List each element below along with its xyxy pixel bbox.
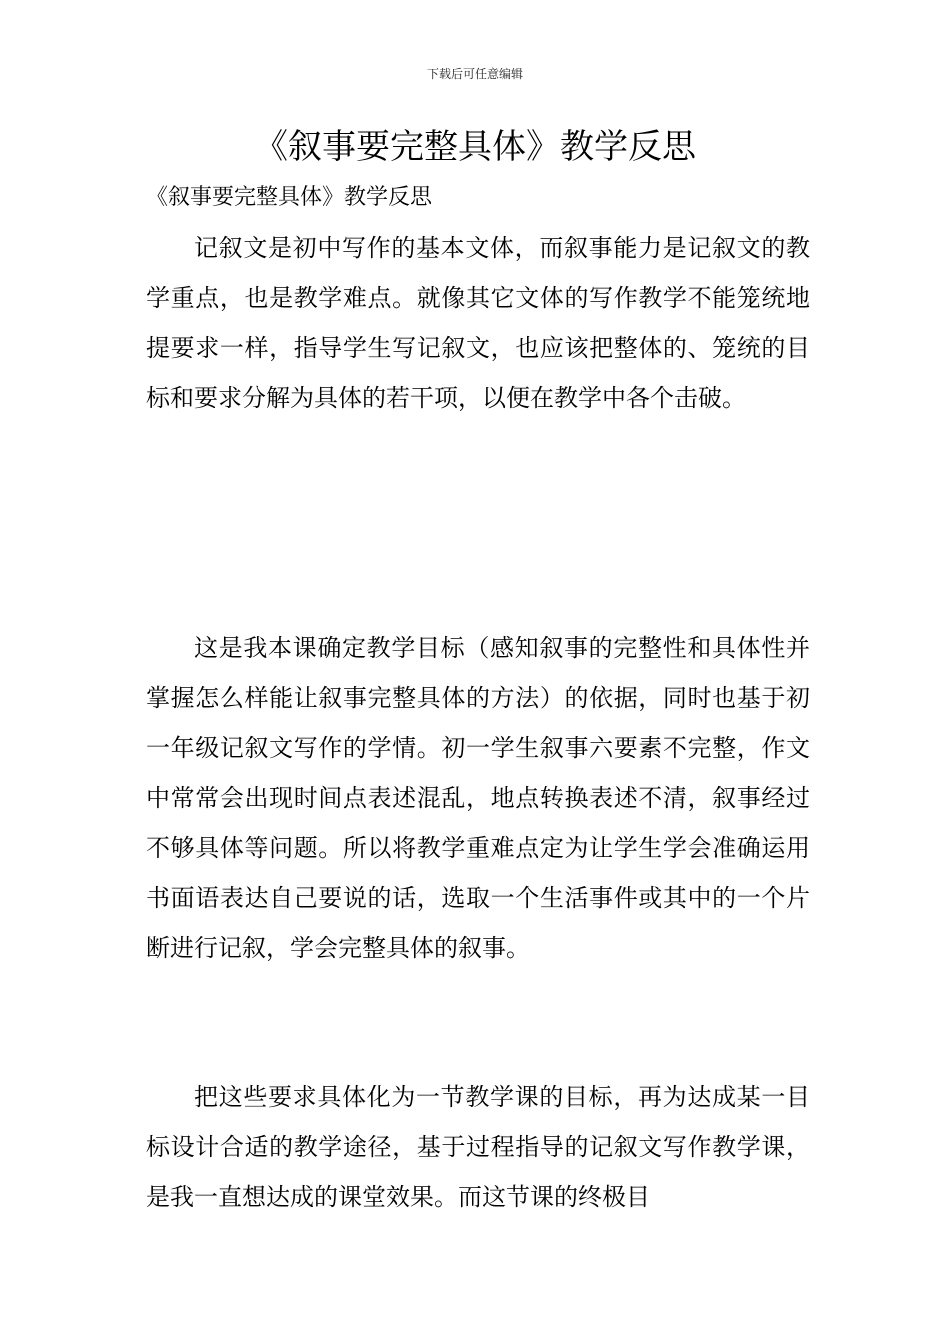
body-paragraph-2: 这是我本课确定教学目标（感知叙事的完整性和具体性并掌握怎么样能让叙事完整具体的方法）的依据，同时也基于初一年级记叙文写作的学情。初一学生叙事六要素不完整，作文中常常会出现时间点表述混乱，地点转换表述不清，叙事经过不够具体等问题。所以将教学重难点定为让学生学会准确运用书面语表达自己要说的话，选取一个生活事件或其中的一个片断进行记叙，学会完整具体的叙事。 (146, 634, 810, 962)
body-paragraph-3: 把这些要求具体化为一节教学课的目标，再为达成某一目标设计合适的教学途径，基于过程指导的记叙文写作教学课，是我一直想达成的课堂效果。而这节课的终极目 (146, 1083, 810, 1211)
document-title: 《叙事要完整具体》教学反思 (254, 127, 696, 167)
body-paragraph-1: 记叙文是初中写作的基本文体，而叙事能力是记叙文的教学重点，也是教学难点。就像其它文体的写作教学不能笼统地提要求一样，指导学生写记叙文，也应该把整体的、笼统的目标和要求分解为具体的若干项，以便在教学中各个击破。 (146, 234, 810, 412)
document-subtitle: 《叙事要完整具体》教学反思 (146, 185, 433, 210)
page-header-note: 下载后可任意编辑 (426, 67, 523, 81)
